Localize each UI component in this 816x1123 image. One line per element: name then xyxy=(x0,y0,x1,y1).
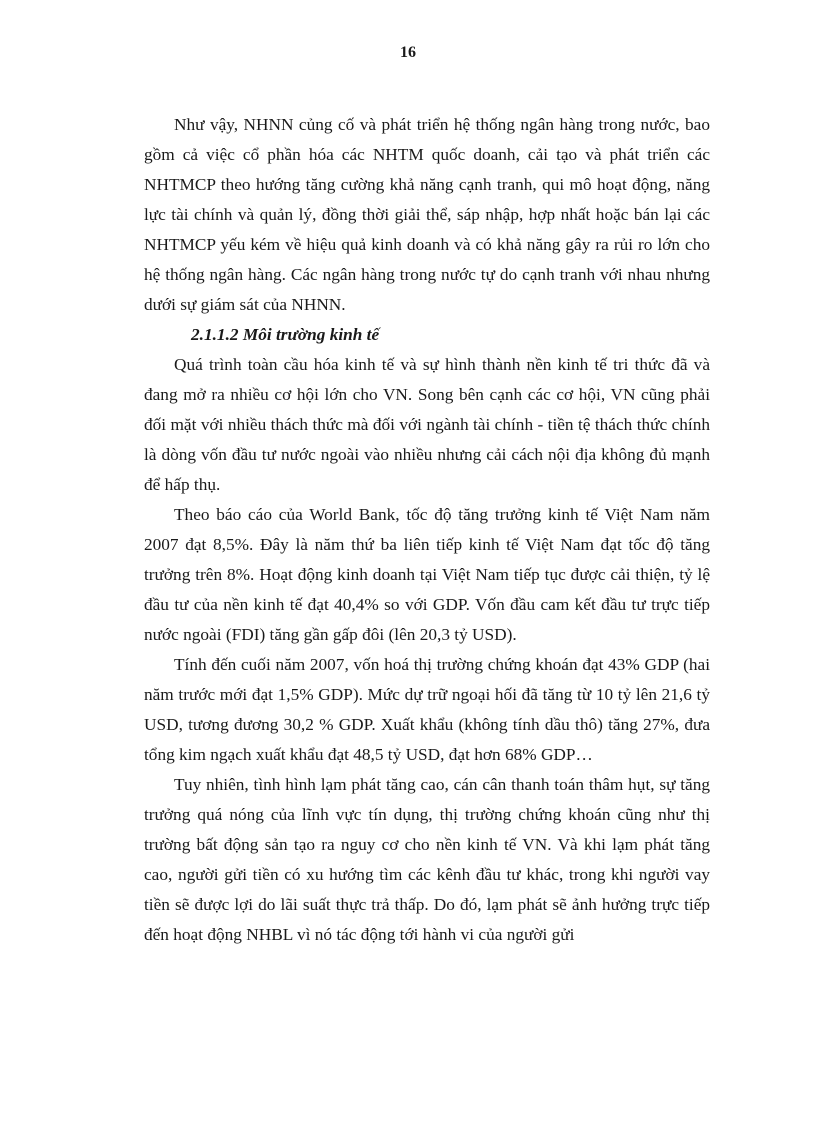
paragraph-market-capitalization: Tính đến cuối năm 2007, vốn hoá thị trường chứng khoán đạt 43% GDP (hai năm trước mới đạt 1,5% GDP). Mức dự trữ ngoại hối đã tăng từ 10 tỷ lên 21,6 tỷ USD, tương đương 30,2 % GDP. Xuất khẩu (không tính dầu thô) tăng 27%, đưa tổng kim ngạch xuất khẩu đạt 48,5 tỷ USD, đạt hơn 68% GDP… xyxy=(144,655,710,764)
paragraph-globalization: Quá trình toàn cầu hóa kinh tế và sự hình thành nền kinh tế tri thức đã và đang mở ra nhiều cơ hội lớn cho VN. Song bên cạnh các cơ hội, VN cũng phải đối mặt với nhiều thách thức mà đối với ngành tài chính - tiền tệ thách thức chính là dòng vốn đầu tư nước ngoài vào nhiều nhưng cải cách nội địa không đủ mạnh để hấp thụ. xyxy=(144,355,710,494)
section-heading: 2.1.1.2 Môi trường kinh tế xyxy=(191,325,380,344)
paragraph-economic-growth: Theo báo cáo của World Bank, tốc độ tăng trưởng kinh tế Việt Nam năm 2007 đạt 8,5%. Đây là năm thứ ba liên tiếp kinh tế Việt Nam đạt tốc độ tăng trưởng trên 8%. Hoạt động kinh doanh tại Việt Nam tiếp tục được cải thiện, tỷ lệ đầu tư của nền kinh tế đạt 40,4% so với GDP. Vốn đầu cam kết đầu tư trực tiếp nước ngoài (FDI) tăng gần gấp đôi (lên 20,3 tỷ USD). xyxy=(144,505,710,644)
paragraph-inflation: Tuy nhiên, tình hình lạm phát tăng cao, cán cân thanh toán thâm hụt, sự tăng trưởng quá nóng của lĩnh vực tín dụng, thị trường chứng khoán cũng như thị trường bất động sản tạo ra nguy cơ cho nền kinh tế VN. Và khi lạm phát tăng cao, người gửi tiền có xu hướng tìm các kênh đầu tư khác, trong khi người vay tiền sẽ được lợi do lãi suất thực trả thấp. Do đó, lạm phát sẽ ảnh hưởng trực tiếp đến hoạt động NHBL vì nó tác động tới hành vi của người gửi xyxy=(144,775,710,944)
document-body xyxy=(144,110,710,950)
page-number: 16 xyxy=(400,44,416,61)
paragraph-banking-system: Như vậy, NHNN củng cố và phát triển hệ thống ngân hàng trong nước, bao gồm cả việc cổ phần hóa các NHTM quốc doanh, cải tạo và phát triển các NHTMCP theo hướng tăng cường khả năng cạnh tranh, qui mô hoạt động, năng lực tài chính và quản lý, đồng thời giải thể, sáp nhập, hợp nhất hoặc bán lại các NHTMCP yếu kém về hiệu quả kinh doanh và có khả năng gây ra rủi ro lớn cho hệ thống ngân hàng. Các ngân hàng trong nước tự do cạnh tranh với nhau nhưng dưới sự giám sát của NHNN. xyxy=(144,115,710,314)
